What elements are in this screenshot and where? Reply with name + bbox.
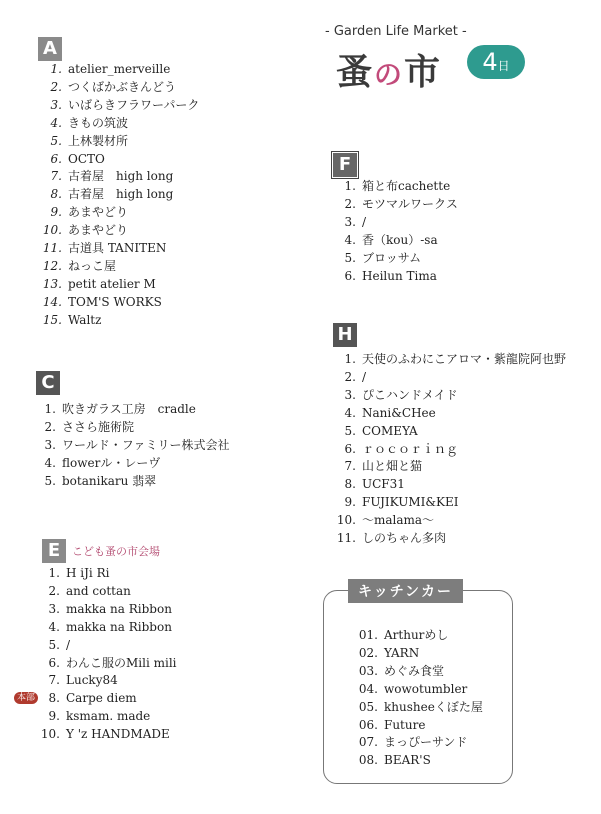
item-number: 1. [48,566,60,580]
item-number: 1. [44,402,56,416]
item-number: 8. [50,187,62,202]
title-char-a: 蚤 [336,51,375,93]
list-item [28,186,199,204]
item-number: 05. [358,699,378,714]
list-item [338,734,483,752]
item-number: 6. [50,151,62,166]
list-item [28,222,199,240]
list-item [322,458,566,476]
vendor-name: Y 'z HANDMADE [66,727,170,742]
list-item [338,681,483,699]
item-number: 04. [358,681,378,696]
item-number: 6. [344,268,356,283]
list-item [24,672,177,690]
item-number: 08. [358,753,378,768]
list-item [28,240,199,258]
list-item [28,115,199,133]
vendor-name: / [362,214,367,229]
vendor-name: Waltz [68,312,102,327]
kids-market-title: こども蚤の市会場 [72,545,160,558]
list-item [322,476,566,494]
title-char-no: の [374,58,405,91]
vendor-name: 箱と布cachette [362,179,451,193]
vendor-name: FUJIKUMI&KEI [362,495,459,510]
item-number: 3. [344,387,356,402]
vendor-name: ワールド・ファミリー株式会社 [62,437,230,452]
vendor-name: Future [384,717,426,732]
item-number: 15. [42,312,62,327]
list-item [322,232,458,250]
vendor-name: makka na Ribbon [66,601,172,616]
item-number: 3. [50,97,62,112]
list-item [24,637,177,655]
item-number: 5. [48,637,60,652]
list-item [322,423,566,441]
vendor-name: 天使のふわにこアロマ・紫龍院阿也野 [362,352,567,366]
vendor-name: Carpe diem [66,691,137,706]
vendor-name: ぴこハンドメイド [362,387,458,402]
kitchen-car-list [338,627,483,770]
item-number: 5. [50,133,62,148]
vendor-name: モツマルワークス [362,196,458,211]
list-item [322,250,458,268]
vendor-name: あまやどり [68,205,129,220]
item-number: 4. [48,619,60,634]
list-item [28,312,199,330]
vendor-name: まっぴーサンド [384,735,468,750]
list-item [28,294,199,312]
item-number: 4. [344,405,356,420]
section-h-badge: H [333,323,357,347]
vendor-name: Nani&CHee [362,405,436,420]
list-item [24,619,177,637]
vendor-name: OCTO [68,151,105,166]
item-number: 2. [344,369,356,384]
vendor-name: めぐみ食堂 [384,663,445,678]
section-e-list [24,565,177,744]
vendor-name: makka na Ribbon [66,619,172,634]
item-number: 2. [344,196,356,211]
list-item [24,708,177,726]
list-item [24,473,230,491]
vendor-name: Heilun Tima [362,268,437,283]
item-number: 11. [336,531,356,546]
section-c-badge: C [36,371,60,395]
list-item [322,351,566,369]
item-number: 3. [344,214,356,229]
section-e [42,539,160,563]
item-number: 5. [44,473,56,488]
vendor-name: atelier_merveille [68,62,171,76]
kitchen-car-title: キッチンカー [348,579,463,603]
day-number: 4 [482,48,498,76]
item-number: 4. [50,115,62,130]
list-item [24,437,230,455]
vendor-name: / [362,369,367,384]
vendor-name: wowotumbler [384,681,468,696]
list-item [28,133,199,151]
item-number: 10. [42,223,62,238]
vendor-name: 吹きガラス工房 cradle [62,402,196,416]
section-h-list [322,351,566,548]
section-a-list [28,61,199,330]
item-number: 8. [344,477,356,492]
item-number: 13. [42,276,62,291]
vendor-name: 香（kou）-sa [362,232,438,247]
item-number: 2. [44,419,56,434]
vendor-name: and cottan [66,583,131,598]
list-item [24,565,177,583]
list-item [24,601,177,619]
vendor-name: つくばかぶきんどう [68,79,177,94]
list-item [322,196,458,214]
item-number: 12. [42,258,62,273]
item-number: 03. [358,663,378,678]
vendor-name: BEAR'S [384,753,431,768]
item-number: 02. [358,645,378,660]
section-f-badge: F [333,153,357,177]
item-number: 01. [358,628,378,642]
item-number: 10. [40,727,60,742]
vendor-name: ねっこ屋 [68,258,117,273]
honbu-badge: 本部 [14,692,38,704]
list-item [24,726,177,744]
item-number: 3. [44,437,56,452]
vendor-name: / [66,637,71,652]
list-item [24,690,177,708]
section-a-badge: A [38,37,62,61]
vendor-name: botanikaru 翡翠 [62,473,157,488]
list-item [28,204,199,222]
item-number: 5. [344,423,356,438]
item-number: 6. [48,655,60,670]
section-a [38,37,62,61]
day-unit: 日 [497,59,510,73]
day-badge [467,45,525,79]
section-e-badge: E [42,539,66,563]
vendor-name: ブロッサム [362,250,422,265]
vendor-name: khusheeくぼた屋 [384,699,483,714]
item-number: 5. [344,250,356,265]
vendor-name: ksmam. made [66,709,151,724]
list-item [24,401,230,419]
item-number: 1. [344,179,356,193]
vendor-name: petit atelier M [68,276,156,291]
vendor-name: 古着屋 high long [68,169,174,184]
list-item [338,645,483,663]
item-number: 4. [344,232,356,247]
list-item [338,717,483,735]
list-item [322,441,566,459]
list-item [322,214,458,232]
item-number: 7. [344,459,356,474]
vendor-name: 上林製材所 [68,133,129,148]
list-item [24,583,177,601]
list-item [322,530,566,548]
list-item [322,512,566,530]
vendor-name: いばらきフラワーパーク [68,97,200,112]
item-number: 9. [344,495,356,510]
vendor-name: Lucky84 [66,673,118,688]
list-item [338,699,483,717]
list-item [24,655,177,673]
market-subtitle: - Garden Life Market - [325,24,467,39]
item-number: 3. [48,601,60,616]
list-item [322,369,566,387]
item-number: 1. [344,352,356,366]
list-item [322,405,566,423]
market-title [336,44,442,95]
list-item [322,387,566,405]
vendor-name: flowerル・レーヴ [62,455,161,470]
section-c [36,371,60,395]
list-item [28,151,199,169]
vendor-name: 〜malama〜 [362,513,435,528]
item-number: 9. [48,709,60,724]
vendor-name: きもの筑波 [68,115,129,130]
vendor-name: 古道具 TANITEN [68,241,167,256]
vendor-name: Arthurめし [384,628,449,642]
item-number: 07. [358,735,378,750]
item-number: 10. [336,513,356,528]
item-number: 2. [50,79,62,94]
list-item [338,752,483,770]
vendor-name: わんこ服のMili mili [66,655,177,670]
item-number: 4. [44,455,56,470]
list-item [338,627,483,645]
section-f [333,153,357,177]
item-number: 8. [48,691,60,706]
item-number: 9. [50,205,62,220]
item-number: 2. [48,583,60,598]
vendor-name: UCF31 [362,477,405,492]
vendor-name: 山と畑と猫 [362,459,423,474]
list-item [28,168,199,186]
list-item [24,419,230,437]
title-char-b: 市 [404,51,443,93]
item-number: 6. [344,441,356,456]
vendor-name: TOM'S WORKS [68,294,162,309]
item-number: 14. [42,294,62,309]
list-item [322,268,458,286]
list-item [28,258,199,276]
list-item [338,663,483,681]
section-h [333,323,357,347]
item-number: 1. [50,62,62,76]
list-item [24,455,230,473]
vendor-name: しのちゃん多肉 [362,531,447,546]
vendor-name: ｒｏｃｏｒｉｎｇ [362,441,459,456]
section-c-list [24,401,230,491]
section-f-list [322,178,458,285]
list-item [322,494,566,512]
item-number: 11. [42,241,62,256]
vendor-name: YARN [384,645,420,660]
vendor-name: あまやどり [68,223,129,238]
list-item [322,178,458,196]
item-number: 06. [358,717,378,732]
list-item [28,276,199,294]
vendor-name: 古着屋 high long [68,187,174,202]
vendor-name: COMEYA [362,423,418,438]
vendor-name: ささら施術院 [62,419,135,434]
item-number: 7. [50,169,62,184]
item-number: 7. [48,673,60,688]
list-item [28,61,199,79]
list-item [28,79,199,97]
list-item [28,97,199,115]
vendor-name: H iJi Ri [66,566,110,580]
